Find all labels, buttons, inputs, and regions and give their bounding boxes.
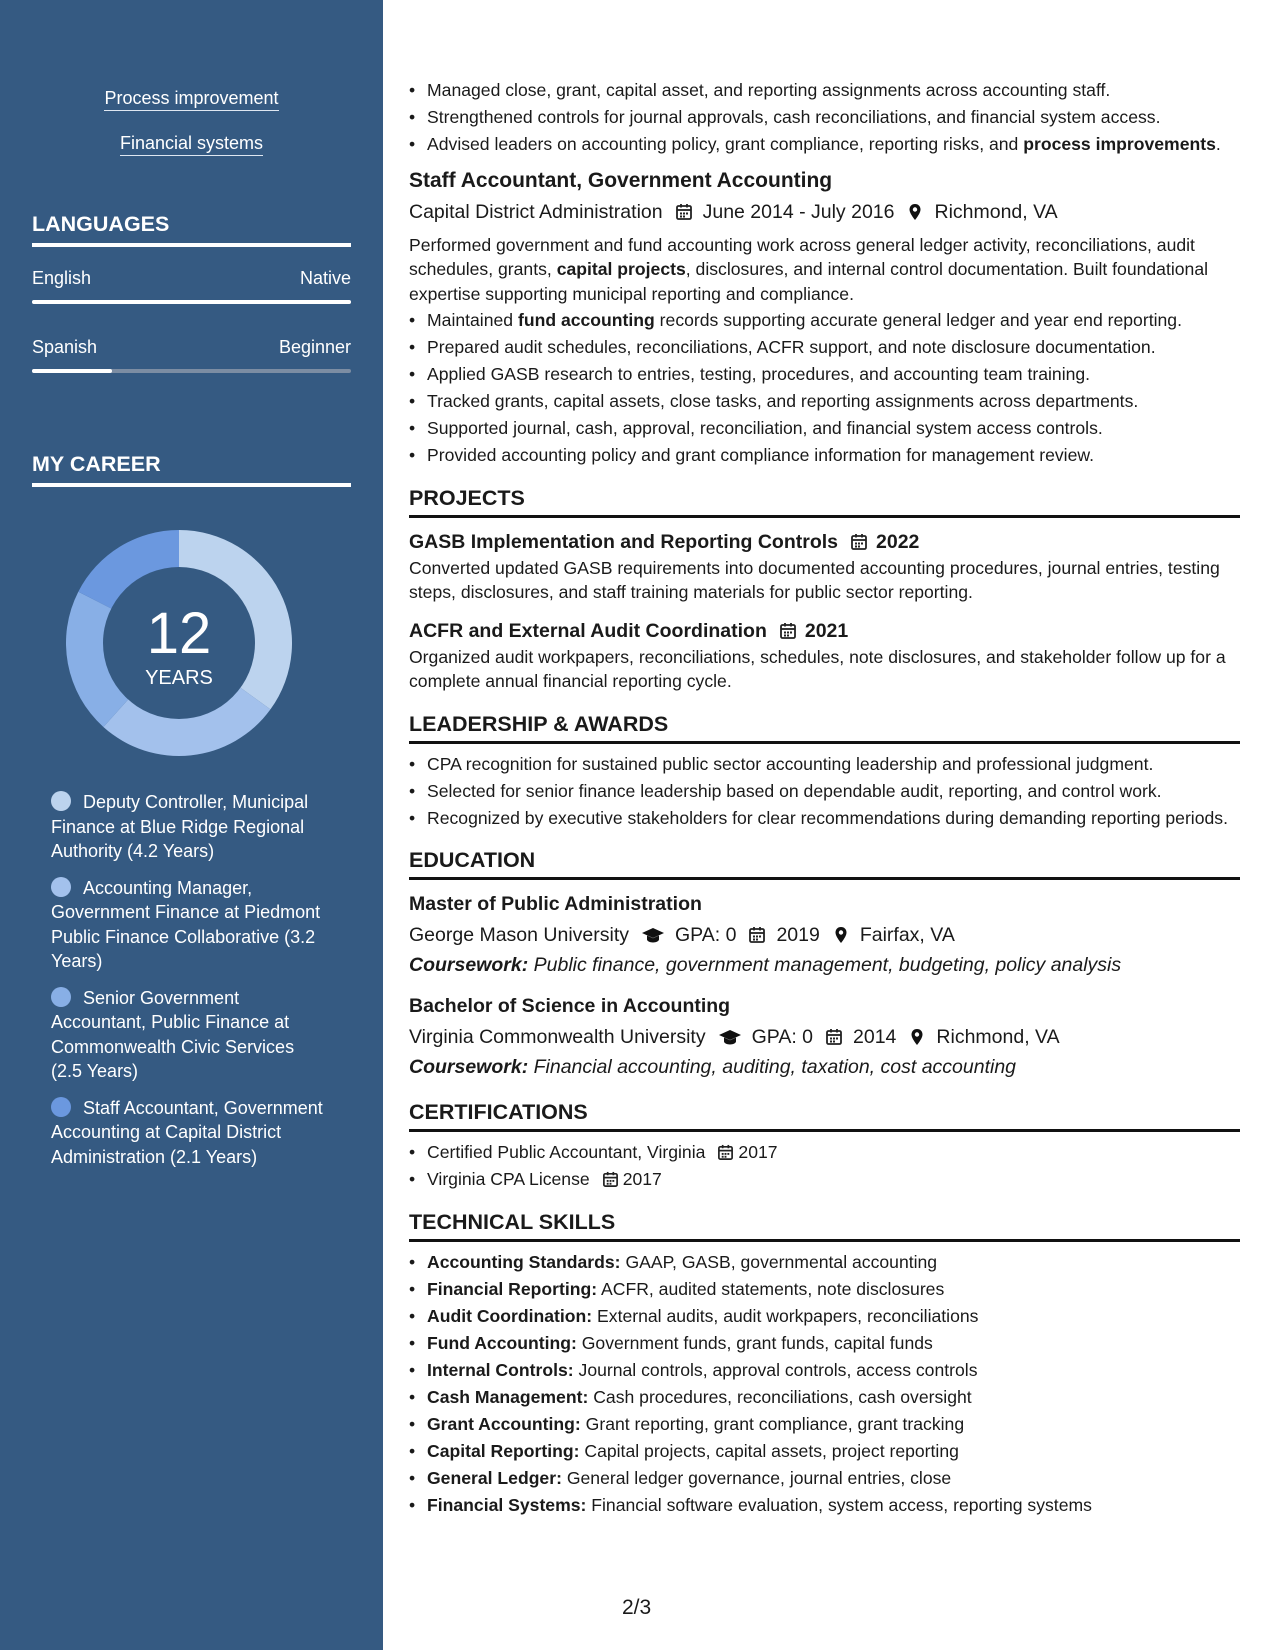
certification-item — [409, 1140, 1240, 1165]
certification-year: 2017 — [622, 1169, 662, 1189]
career-heading: MY CAREER — [32, 452, 351, 487]
map-pin-icon — [908, 1028, 926, 1046]
main-content — [409, 78, 1240, 1520]
bullet-text: . — [1215, 134, 1221, 154]
bullet-item: • Selected for senior finance leadership based on dependable audit, reporting, and control work. — [409, 779, 1240, 804]
career-legend-dot — [51, 1097, 71, 1117]
graduation-cap-icon — [718, 1028, 742, 1046]
map-pin-icon — [906, 203, 924, 221]
project-year: 2022 — [876, 530, 920, 553]
language-level: Native — [299, 268, 351, 288]
career-total-number: 12 — [146, 601, 212, 666]
project-title-row — [409, 617, 1240, 645]
bullet-text: records supporting accurate general ledger and year end reporting. — [654, 310, 1182, 330]
skill-item — [409, 1439, 1240, 1464]
degree-title: Master of Public Administration — [409, 893, 702, 915]
coursework-text: Financial accounting, auditing, taxation, cost accounting — [533, 1056, 1017, 1078]
leadership-list — [409, 752, 1240, 831]
skill-label: Financial Systems: — [427, 1494, 587, 1515]
graduation-year: 2014 — [853, 1026, 897, 1048]
calendar-icon — [779, 622, 797, 640]
skill-label: Financial Reporting: — [427, 1278, 598, 1299]
school-name: Virginia Commonwealth University — [409, 1026, 706, 1048]
certification-name: • Certified Public Accountant, Virginia — [427, 1142, 706, 1162]
skill-value: Government funds, grant funds, capital funds — [581, 1332, 933, 1353]
certification-name: • Virginia CPA License — [427, 1169, 590, 1189]
calendar-icon — [748, 926, 766, 944]
job-company: Capital District Administration — [409, 200, 663, 223]
skill-item — [409, 1304, 1240, 1329]
skill-financial-systems[interactable] — [0, 133, 383, 154]
coursework-label: Coursework: — [409, 1056, 529, 1078]
skill-value: Capital projects, capital assets, project reporting — [584, 1440, 959, 1461]
job-description — [409, 233, 1240, 307]
desc-text: Performed government and fund accounting work across general ledger activity, reconciliations, audit schedules, grants, — [409, 234, 1195, 279]
calendar-icon — [675, 203, 693, 221]
coursework-text: Public finance, government management, budgeting, policy analysis — [533, 954, 1122, 976]
career-item — [51, 1096, 326, 1170]
calendar-icon — [825, 1028, 843, 1046]
project-description: Organized audit workpapers, reconciliations, schedules, note disclosures, and stakeholder follow up for a complete annual financial reporting cycle. — [409, 646, 1226, 691]
career-item-label: Senior Government Accountant, Public Finance at Commonwealth Civic Services (2.5 Years) — [51, 987, 295, 1081]
desc-bold: capital projects — [556, 259, 686, 279]
career-total-unit: YEARS — [145, 667, 213, 689]
language-name: Spanish — [32, 337, 98, 357]
education-heading: EDUCATION — [409, 846, 1240, 880]
calendar-icon — [850, 533, 868, 551]
gpa: GPA: 0 — [675, 924, 737, 946]
project-description: Converted updated GASB requirements into documented accounting procedures, journal entries, testing steps, disclosures, and staff training materials for public sector reporting. — [409, 557, 1220, 602]
skill-item — [409, 1277, 1240, 1302]
map-pin-icon — [832, 926, 850, 944]
bullet-item: • Tracked grants, capital assets, close tasks, and reporting assignments across departments. — [409, 389, 1240, 414]
skill-value: Financial software evaluation, system access, reporting systems — [591, 1494, 1092, 1515]
bullet-item: • Strengthened controls for journal approvals, cash reconciliations, and financial system access. — [409, 105, 1240, 130]
coursework — [409, 1052, 1240, 1082]
language-bar-english — [32, 300, 351, 304]
skill-label: Fund Accounting: — [427, 1332, 577, 1353]
project-year: 2021 — [804, 619, 849, 642]
sidebar — [0, 0, 383, 1650]
skill-process-improvement[interactable] — [0, 88, 383, 109]
languages-heading: LANGUAGES — [32, 212, 351, 247]
certifications-list — [409, 1140, 1240, 1192]
education-meta — [409, 920, 1240, 950]
bullet-item: • CPA recognition for sustained public sector accounting leadership and professional judgment. — [409, 752, 1240, 777]
graduation-year: 2019 — [776, 924, 820, 946]
bullet-text: Advised leaders on accounting policy, grant compliance, reporting risks, and — [427, 134, 1024, 154]
skill-value: General ledger governance, journal entries, close — [566, 1467, 952, 1488]
skill-item — [409, 1358, 1240, 1383]
bullet-bold: process improvements — [1023, 134, 1216, 154]
bullet-item: • Provided accounting policy and grant compliance information for management review. — [409, 443, 1240, 468]
career-legend-dot — [51, 877, 71, 897]
skill-label: Grant Accounting: — [427, 1413, 581, 1434]
job-title: Staff Accountant, Government Accounting — [409, 168, 833, 192]
leadership-heading: LEADERSHIP & AWARDS — [409, 710, 1240, 744]
project-title-row — [409, 528, 1240, 556]
skill-label: General Ledger: — [427, 1467, 562, 1488]
language-level: Beginner — [278, 337, 351, 357]
job-meta — [409, 197, 1240, 227]
skill-item — [409, 1250, 1240, 1275]
career-item — [51, 790, 326, 864]
skill-value: External audits, audit workpapers, reconciliations — [597, 1305, 979, 1326]
skill-label: Financial systems — [120, 133, 263, 156]
skill-item — [409, 1385, 1240, 1410]
projects-heading: PROJECTS — [409, 484, 1240, 518]
bullet-item: • Managed close, grant, capital asset, and reporting assignments across accounting staff. — [409, 78, 1240, 103]
skill-label: Internal Controls: — [427, 1359, 574, 1380]
school-location: Richmond, VA — [936, 1026, 1060, 1048]
bullet-text: Maintained — [427, 310, 518, 330]
skill-value: GAAP, GASB, governmental accounting — [625, 1251, 938, 1272]
language-name: English — [32, 268, 92, 288]
education-meta — [409, 1022, 1240, 1052]
project-title: GASB Implementation and Reporting Controls — [409, 530, 839, 553]
calendar-icon — [602, 1171, 619, 1188]
bullet-item: • Recognized by executive stakeholders for clear recommendations during demanding reporting periods. — [409, 806, 1240, 831]
career-item — [51, 876, 326, 974]
skill-item — [409, 1466, 1240, 1491]
graduation-cap-icon — [641, 926, 665, 944]
coursework — [409, 950, 1240, 980]
career-legend-dot — [51, 791, 71, 811]
language-row-english — [32, 268, 351, 289]
career-item-label: Staff Accountant, Government Accounting at Capital District Administration (2.1 Years) — [51, 1097, 323, 1167]
certification-year: 2017 — [738, 1142, 778, 1162]
language-row-spanish — [32, 337, 351, 358]
skill-value: Grant reporting, grant compliance, grant tracking — [585, 1413, 965, 1434]
career-list — [51, 790, 326, 1181]
coursework-label: Coursework: — [409, 954, 529, 976]
skill-value: ACFR, audited statements, note disclosures — [601, 1278, 945, 1299]
technical-skills-heading: TECHNICAL SKILLS — [409, 1208, 1240, 1242]
gpa: GPA: 0 — [751, 1026, 814, 1048]
certification-item — [409, 1167, 1240, 1192]
career-legend-dot — [51, 987, 71, 1007]
bullet-bold: fund accounting — [517, 310, 655, 330]
language-bar-spanish — [32, 369, 351, 373]
skill-item — [409, 1493, 1240, 1518]
skill-value: Cash procedures, reconciliations, cash oversight — [593, 1386, 972, 1407]
school-location: Fairfax, VA — [859, 924, 955, 946]
skill-item — [409, 1412, 1240, 1437]
job-dates: June 2014 - July 2016 — [702, 200, 895, 223]
skill-label: Audit Coordination: — [427, 1305, 593, 1326]
calendar-icon — [717, 1144, 734, 1161]
technical-skills-list — [409, 1250, 1240, 1518]
language-bar-fill — [32, 300, 351, 304]
skill-label: Cash Management: — [427, 1386, 589, 1407]
career-item-label: Deputy Controller, Municipal Finance at Blue Ridge Regional Authority (4.2 Years) — [51, 792, 309, 861]
bullet-item — [409, 308, 1240, 333]
skill-label: Capital Reporting: — [427, 1440, 580, 1461]
certifications-heading: CERTIFICATIONS — [409, 1098, 1240, 1132]
bullet-item: • Supported journal, cash, approval, reconciliation, and financial system access controls. — [409, 416, 1240, 441]
school-name: George Mason University — [409, 924, 630, 946]
desc-text: , disclosures, and internal control documentation. Built foundational expertise supporting municipal reporting and compliance. — [409, 259, 1209, 304]
skill-item — [409, 1331, 1240, 1356]
page-number: 2/3 — [622, 1596, 652, 1619]
career-donut-chart — [66, 530, 292, 756]
job-location: Richmond, VA — [934, 200, 1058, 223]
bullet-item: • Prepared audit schedules, reconciliations, ACFR support, and note disclosure documentation. — [409, 335, 1240, 360]
language-bar-fill — [32, 369, 112, 373]
career-item-label: Accounting Manager, Government Finance at Piedmont Public Finance Collaborative (3.2 Years) — [51, 877, 321, 971]
job-bullets — [409, 308, 1240, 468]
skill-value: Journal controls, approval controls, access controls — [578, 1359, 978, 1380]
skill-label: Accounting Standards: — [427, 1251, 621, 1272]
skill-label: Process improvement — [104, 88, 278, 111]
career-item — [51, 986, 326, 1084]
project-title: ACFR and External Audit Coordination — [409, 619, 767, 642]
degree-title: Bachelor of Science in Accounting — [409, 995, 731, 1017]
bullet-item — [409, 132, 1240, 157]
bullet-item: • Applied GASB research to entries, testing, procedures, and accounting team training. — [409, 362, 1240, 387]
previous-job-bullets — [409, 78, 1240, 157]
